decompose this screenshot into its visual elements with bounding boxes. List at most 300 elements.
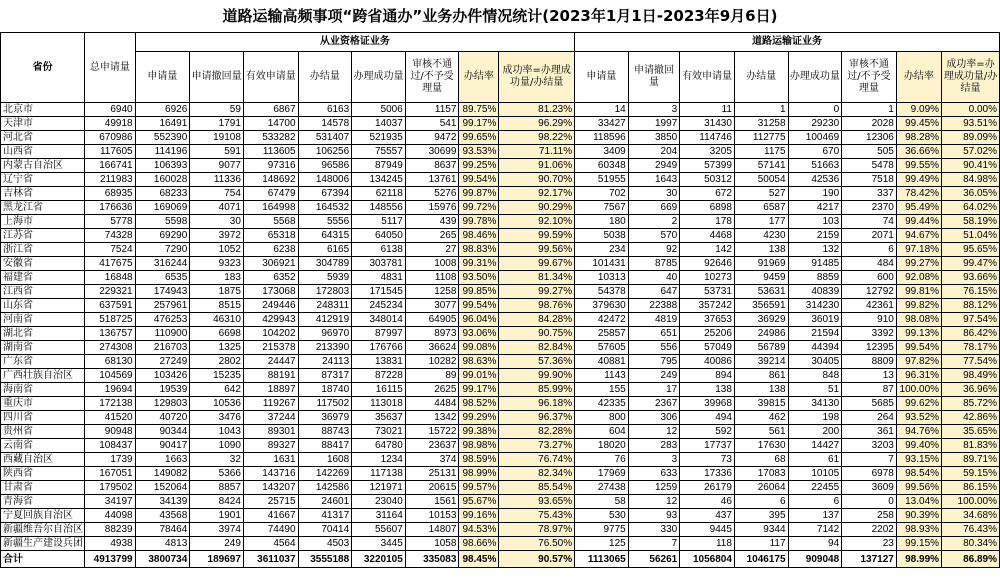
value-cell: 41667 [243, 509, 298, 523]
table-row [1, 173, 1000, 187]
value-cell: 10273 [680, 271, 735, 285]
value-cell: 88.12% [942, 299, 1000, 313]
value-cell: 96.18% [499, 397, 575, 411]
value-cell: 97.18% [896, 243, 941, 257]
value-cell: 148006 [298, 173, 352, 187]
value-cell: 552390 [135, 131, 190, 145]
value-cell: 2028 [842, 117, 897, 131]
value-cell: 1 [734, 103, 788, 117]
value-cell: 8515 [190, 299, 244, 313]
value-cell: 283 [628, 439, 680, 453]
value-cell: 134245 [352, 173, 406, 187]
value-cell: 1325 [190, 341, 244, 355]
value-cell: 10105 [788, 467, 842, 481]
value-cell: 88743 [298, 425, 352, 439]
value-cell: 412919 [298, 313, 352, 327]
value-cell: 258 [842, 509, 897, 523]
value-cell: 112775 [734, 131, 788, 145]
value-cell: 3409 [575, 145, 629, 159]
value-cell: 30699 [405, 145, 459, 159]
value-cell: 95.67% [459, 495, 499, 509]
value-cell: 99.27% [896, 257, 941, 271]
value-cell: 592 [680, 425, 735, 439]
value-cell: 22388 [628, 299, 680, 313]
header-transport-col-7: 成功率=办理成功量/办结量 [942, 52, 1000, 103]
value-cell: 113018 [352, 397, 406, 411]
value-cell: 178 [680, 215, 735, 229]
value-cell: 14807 [405, 523, 459, 537]
value-cell: 136757 [85, 327, 135, 341]
value-cell: 96.29% [499, 117, 575, 131]
value-cell: 361 [842, 425, 897, 439]
value-cell: 10153 [405, 509, 459, 523]
table-row [1, 355, 1000, 369]
value-cell: 169069 [135, 201, 190, 215]
value-cell: 533282 [243, 131, 298, 145]
value-cell: 93.50% [459, 271, 499, 285]
table-row [1, 145, 1000, 159]
table-row [1, 131, 1000, 145]
value-cell: 148692 [243, 173, 298, 187]
value-cell: 518725 [85, 313, 135, 327]
value-cell: 6238 [243, 243, 298, 257]
value-cell: 99.72% [459, 201, 499, 215]
value-cell: 5478 [842, 159, 897, 173]
value-cell: 1143 [575, 369, 629, 383]
value-cell: 3392 [842, 327, 897, 341]
value-cell: 11336 [190, 173, 244, 187]
value-cell: 43568 [135, 509, 190, 523]
value-cell: 99.78% [459, 215, 499, 229]
value-cell: 1008 [405, 257, 459, 271]
value-cell: 4831 [352, 271, 406, 285]
value-cell: 754 [190, 187, 244, 201]
value-cell: 88417 [298, 439, 352, 453]
value-cell: 379630 [575, 299, 629, 313]
province-cell: 宁夏回族自治区 [1, 509, 85, 523]
value-cell: 27249 [135, 355, 190, 369]
value-cell: 51 [788, 383, 842, 397]
value-cell: 36.66% [896, 145, 941, 159]
value-cell: 74328 [85, 229, 135, 243]
value-cell: 59.15% [942, 467, 1000, 481]
value-cell: 36624 [405, 341, 459, 355]
province-cell: 青海省 [1, 495, 85, 509]
value-cell: 155 [575, 383, 629, 397]
value-cell: 60348 [575, 159, 629, 173]
value-cell: 92.08% [896, 271, 941, 285]
value-cell: 99.55% [896, 159, 941, 173]
value-cell: 12306 [842, 131, 897, 145]
table-row [1, 327, 1000, 341]
value-cell: 138 [734, 243, 788, 257]
value-cell: 88239 [85, 523, 135, 537]
value-cell: 7142 [788, 523, 842, 537]
value-cell: 89.09% [942, 131, 1000, 145]
value-cell: 9.09% [896, 103, 941, 117]
value-cell: 104569 [85, 369, 135, 383]
value-cell: 9472 [405, 131, 459, 145]
header-qualification-col-2: 有效申请量 [243, 52, 298, 103]
value-cell: 29230 [788, 117, 842, 131]
value-cell: 78.97% [499, 523, 575, 537]
value-cell: 99.57% [459, 481, 499, 495]
value-cell: 476253 [135, 313, 190, 327]
value-cell: 99.29% [459, 411, 499, 425]
value-cell: 6587 [734, 201, 788, 215]
value-cell: 1608 [298, 453, 352, 467]
province-cell: 安徽省 [1, 257, 85, 271]
header-province: 省份 [1, 33, 85, 103]
value-cell: 98.83% [459, 243, 499, 257]
value-cell: 90344 [135, 425, 190, 439]
value-cell: 265 [405, 229, 459, 243]
province-cell: 四川省 [1, 411, 85, 425]
value-cell: 2625 [405, 383, 459, 397]
value-cell: 909048 [788, 551, 842, 568]
value-cell: 3609 [842, 481, 897, 495]
value-cell: 314230 [788, 299, 842, 313]
value-cell: 462 [734, 411, 788, 425]
value-cell: 4071 [190, 201, 244, 215]
value-cell: 5685 [842, 397, 897, 411]
value-cell: 3 [628, 453, 680, 467]
province-cell: 浙江省 [1, 243, 85, 257]
table-row [1, 117, 1000, 131]
value-cell: 4564 [243, 537, 298, 551]
value-cell: 59 [190, 103, 244, 117]
value-cell: 90.75% [499, 327, 575, 341]
value-cell: 142269 [298, 467, 352, 481]
province-cell: 新疆生产建设兵团 [1, 537, 85, 551]
value-cell: 99.47% [942, 257, 1000, 271]
value-cell: 189697 [190, 551, 244, 568]
value-cell: 23637 [405, 439, 459, 453]
value-cell: 106256 [298, 145, 352, 159]
value-cell: 3972 [190, 229, 244, 243]
value-cell: 68233 [135, 187, 190, 201]
value-cell: 1631 [243, 453, 298, 467]
value-cell: 24447 [243, 355, 298, 369]
value-cell: 78.17% [942, 341, 1000, 355]
value-cell: 229321 [85, 285, 135, 299]
value-cell: 198 [788, 411, 842, 425]
value-cell: 42335 [575, 397, 629, 411]
value-cell: 1342 [405, 411, 459, 425]
value-cell: 1058 [405, 537, 459, 551]
value-cell: 257961 [135, 299, 190, 313]
value-cell: 5778 [85, 215, 135, 229]
value-cell: 99.54% [459, 173, 499, 187]
value-cell: 81.83% [942, 439, 1000, 453]
value-cell: 99.56% [499, 243, 575, 257]
value-cell: 274308 [85, 341, 135, 355]
value-cell: 90417 [135, 439, 190, 453]
value-cell: 4819 [628, 313, 680, 327]
province-cell: 陕西省 [1, 467, 85, 481]
value-cell: 81.23% [499, 103, 575, 117]
value-cell: 4938 [85, 537, 135, 551]
value-cell: 669 [628, 201, 680, 215]
value-cell: 49918 [85, 117, 135, 131]
value-cell: 604 [575, 425, 629, 439]
value-cell: 647 [628, 285, 680, 299]
value-cell: 174943 [135, 285, 190, 299]
value-cell: 249 [190, 537, 244, 551]
table-row [1, 509, 1000, 523]
value-cell: 505 [842, 145, 897, 159]
value-cell: 3203 [842, 439, 897, 453]
table-row [1, 397, 1000, 411]
value-cell: 22455 [788, 481, 842, 495]
table-row [1, 495, 1000, 509]
value-cell: 100469 [788, 131, 842, 145]
value-cell: 177 [734, 215, 788, 229]
value-cell: 98.28% [896, 131, 941, 145]
value-cell: 89301 [243, 425, 298, 439]
value-cell: 25206 [680, 327, 735, 341]
value-cell: 8857 [190, 481, 244, 495]
value-cell: 75557 [352, 145, 406, 159]
value-cell: 27438 [575, 481, 629, 495]
value-cell: 98.99% [896, 551, 941, 568]
value-cell: 1901 [190, 509, 244, 523]
value-cell: 30 [628, 187, 680, 201]
value-cell: 2367 [628, 397, 680, 411]
province-cell: 江西省 [1, 285, 85, 299]
province-cell: 福建省 [1, 271, 85, 285]
value-cell: 54378 [575, 285, 629, 299]
value-cell: 7524 [85, 243, 135, 257]
value-cell: 216703 [135, 341, 190, 355]
value-cell: 31258 [734, 117, 788, 131]
value-cell: 4503 [298, 537, 352, 551]
value-cell: 3205 [680, 145, 735, 159]
value-cell: 98.93% [896, 523, 941, 537]
stats-table [0, 32, 1000, 568]
value-cell: 800 [575, 411, 629, 425]
value-cell: 795 [628, 355, 680, 369]
value-cell: 57049 [680, 341, 735, 355]
value-cell: 137 [788, 509, 842, 523]
value-cell: 306 [628, 411, 680, 425]
value-cell: 17 [628, 383, 680, 397]
value-cell: 6535 [135, 271, 190, 285]
value-cell: 20615 [405, 481, 459, 495]
value-cell: 14037 [352, 117, 406, 131]
value-cell: 92.10% [499, 215, 575, 229]
value-cell: 78.42% [896, 187, 941, 201]
value-cell: 67394 [298, 187, 352, 201]
value-cell: 95.49% [896, 201, 941, 215]
value-cell: 57399 [680, 159, 735, 173]
value-cell: 439 [405, 215, 459, 229]
value-cell: 117138 [352, 467, 406, 481]
province-cell: 山东省 [1, 299, 85, 313]
value-cell: 95.65% [942, 243, 1000, 257]
value-cell: 36.05% [942, 187, 1000, 201]
value-cell: 98.08% [896, 313, 941, 327]
value-cell: 1 [842, 103, 897, 117]
value-cell: 91969 [734, 257, 788, 271]
table-row [1, 537, 1000, 551]
value-cell: 2 [628, 215, 680, 229]
value-cell: 3445 [352, 537, 406, 551]
value-cell: 264 [842, 411, 897, 425]
value-cell: 98.76% [499, 299, 575, 313]
value-cell: 16491 [135, 117, 190, 131]
value-cell: 89.75% [459, 103, 499, 117]
value-cell: 13761 [405, 173, 459, 187]
value-cell: 99.85% [459, 285, 499, 299]
value-cell: 81.34% [499, 271, 575, 285]
table-row [1, 523, 1000, 537]
value-cell: 176636 [85, 201, 135, 215]
value-cell: 1997 [628, 117, 680, 131]
value-cell: 2202 [842, 523, 897, 537]
value-cell: 4484 [405, 397, 459, 411]
value-cell: 160028 [135, 173, 190, 187]
value-cell: 2370 [842, 201, 897, 215]
value-cell: 1108 [405, 271, 459, 285]
value-cell: 73 [680, 453, 735, 467]
value-cell: 374 [405, 453, 459, 467]
value-cell: 36979 [298, 411, 352, 425]
value-cell: 96.31% [896, 369, 941, 383]
value-cell: 200 [788, 425, 842, 439]
value-cell: 561 [734, 425, 788, 439]
value-cell: 18740 [298, 383, 352, 397]
value-cell: 89 [405, 369, 459, 383]
table-row [1, 229, 1000, 243]
header-total-apply: 总申请量 [85, 33, 135, 103]
value-cell: 40086 [680, 355, 735, 369]
value-cell: 82.84% [499, 341, 575, 355]
value-cell: 50312 [680, 173, 735, 187]
value-cell: 213390 [298, 341, 352, 355]
value-cell: 17969 [575, 467, 629, 481]
value-cell: 51663 [788, 159, 842, 173]
value-cell: 96.37% [499, 411, 575, 425]
value-cell: 24113 [298, 355, 352, 369]
value-cell: 249446 [243, 299, 298, 313]
value-cell: 484 [842, 257, 897, 271]
value-cell: 85.99% [499, 383, 575, 397]
province-cell: 西藏自治区 [1, 453, 85, 467]
value-cell: 166741 [85, 159, 135, 173]
value-cell: 42472 [575, 313, 629, 327]
value-cell: 25857 [575, 327, 629, 341]
value-cell: 5598 [135, 215, 190, 229]
table-row [1, 411, 1000, 425]
value-cell: 99.17% [459, 383, 499, 397]
table-row [1, 257, 1000, 271]
value-cell: 34197 [85, 495, 135, 509]
value-cell: 98.99% [459, 467, 499, 481]
value-cell: 64780 [352, 439, 406, 453]
value-cell: 39968 [680, 397, 735, 411]
province-cell: 江苏省 [1, 229, 85, 243]
value-cell: 249 [628, 369, 680, 383]
value-cell: 17737 [680, 439, 735, 453]
value-cell: 77.54% [942, 355, 1000, 369]
value-cell: 138 [734, 383, 788, 397]
value-cell: 16115 [352, 383, 406, 397]
value-cell: 17336 [680, 467, 735, 481]
value-cell: 5568 [243, 215, 298, 229]
value-cell: 110900 [135, 327, 190, 341]
value-cell: 142586 [298, 481, 352, 495]
value-cell: 417675 [85, 257, 135, 271]
value-cell: 5117 [352, 215, 406, 229]
value-cell: 87228 [352, 369, 406, 383]
value-cell: 2159 [788, 229, 842, 243]
province-cell: 河北省 [1, 131, 85, 145]
value-cell: 3974 [190, 523, 244, 537]
value-cell: 173068 [243, 285, 298, 299]
value-cell: 8424 [190, 495, 244, 509]
value-cell: 71.11% [499, 145, 575, 159]
province-cell: 辽宁省 [1, 173, 85, 187]
value-cell: 55607 [352, 523, 406, 537]
value-cell: 94.53% [459, 523, 499, 537]
value-cell: 21594 [788, 327, 842, 341]
value-cell: 35637 [352, 411, 406, 425]
value-cell: 99.59% [499, 229, 575, 243]
header-transport-col-3: 办结量 [734, 52, 788, 103]
header-qualification-col-5: 审核不通过/不予受理量 [405, 52, 459, 103]
value-cell: 651 [628, 327, 680, 341]
value-cell: 18020 [575, 439, 629, 453]
table-row [1, 341, 1000, 355]
value-cell: 26064 [734, 481, 788, 495]
value-cell: 99.44% [896, 215, 941, 229]
value-cell: 494 [680, 411, 735, 425]
value-cell: 1090 [190, 439, 244, 453]
value-cell: 31430 [680, 117, 735, 131]
value-cell: 119267 [243, 397, 298, 411]
value-cell: 3850 [628, 131, 680, 145]
value-cell: 1046175 [734, 551, 788, 568]
table-row [1, 313, 1000, 327]
value-cell: 90.57% [499, 551, 575, 568]
value-cell: 1259 [628, 481, 680, 495]
value-cell: 73021 [352, 425, 406, 439]
value-cell: 6 [788, 495, 842, 509]
total-row [1, 551, 1000, 568]
value-cell: 12 [628, 425, 680, 439]
value-cell: 357242 [680, 299, 735, 313]
value-cell: 85.72% [942, 397, 1000, 411]
value-cell: 15722 [405, 425, 459, 439]
header-group-qualification: 从业资格证业务 [135, 33, 575, 52]
province-cell: 山西省 [1, 145, 85, 159]
value-cell: 99.17% [459, 117, 499, 131]
value-cell: 2071 [842, 229, 897, 243]
value-cell: 101431 [575, 257, 629, 271]
value-cell: 4217 [788, 201, 842, 215]
value-cell: 32 [190, 453, 244, 467]
value-cell: 19539 [135, 383, 190, 397]
value-cell: 96.04% [459, 313, 499, 327]
value-cell: 541 [405, 117, 459, 131]
value-cell: 23040 [352, 495, 406, 509]
value-cell: 80.34% [942, 537, 1000, 551]
value-cell: 53731 [680, 285, 735, 299]
value-cell: 152064 [135, 481, 190, 495]
value-cell: 92.17% [499, 187, 575, 201]
value-cell: 1875 [190, 285, 244, 299]
